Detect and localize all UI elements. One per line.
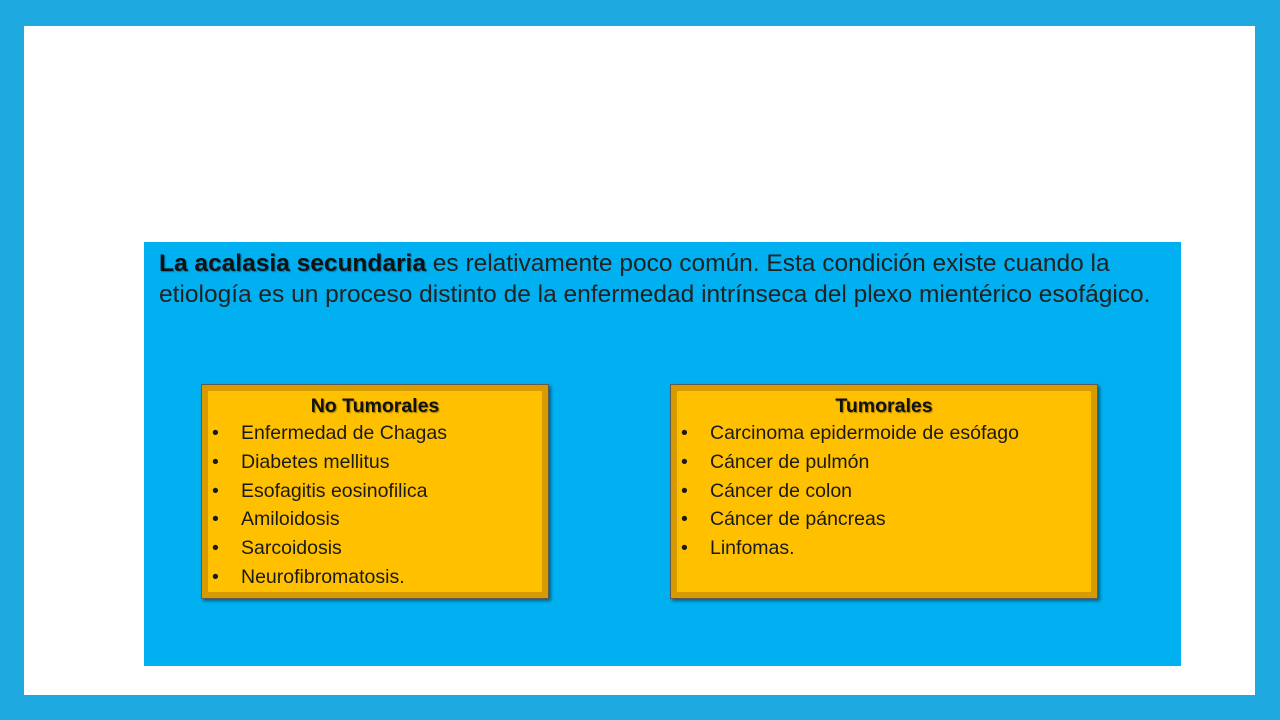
bullet-icon: • bbox=[212, 565, 219, 588]
intro-lead: La acalasia secundaria bbox=[159, 250, 426, 277]
list-item-text: Esofagitis eosinofilica bbox=[241, 479, 428, 502]
bullet-icon: • bbox=[212, 479, 219, 502]
list-item-text: Enfermedad de Chagas bbox=[241, 422, 447, 444]
list-item-text: Cáncer de pulmón bbox=[710, 450, 870, 473]
list-item bbox=[208, 534, 542, 563]
intro-text: es relativamente poco común. Esta condición existe cuando la etiología es un proceso distinto de la enfermedad intrínseca del plexo mientérico esofágico. bbox=[159, 250, 1151, 308]
list-item bbox=[677, 477, 1091, 506]
bullet-icon: • bbox=[681, 537, 688, 560]
tumorales-box-inner bbox=[677, 391, 1091, 592]
list-item bbox=[208, 505, 542, 534]
list-item-text: Linfomas. bbox=[710, 537, 795, 560]
tumorales-box bbox=[670, 384, 1098, 599]
list-item bbox=[677, 448, 1091, 477]
list-item-text: Amiloidosis bbox=[241, 508, 340, 531]
list-item bbox=[677, 534, 1091, 563]
no-tumorales-box bbox=[201, 384, 549, 599]
content-panel bbox=[144, 242, 1181, 666]
list-item-text: Diabetes mellitus bbox=[241, 450, 390, 473]
bullet-icon: • bbox=[212, 450, 219, 473]
list-item bbox=[677, 505, 1091, 534]
list-item-text: Cáncer de colon bbox=[710, 479, 853, 502]
bullet-icon: • bbox=[681, 450, 688, 473]
list-item-text: Carcinoma epidermoide de esófago bbox=[710, 422, 1019, 444]
list-item bbox=[677, 419, 1091, 448]
list-item bbox=[208, 477, 542, 506]
list-item bbox=[208, 419, 542, 448]
list-item bbox=[208, 448, 542, 477]
list-item-text: Neurofibromatosis. bbox=[241, 565, 405, 588]
intro-paragraph bbox=[159, 248, 1171, 310]
bullet-icon: • bbox=[681, 422, 688, 444]
bullet-icon: • bbox=[681, 508, 688, 531]
no-tumorales-box-inner bbox=[208, 391, 542, 592]
tumorales-list bbox=[677, 419, 1091, 563]
no-tumorales-list bbox=[208, 419, 542, 592]
list-item-text: Sarcoidosis bbox=[241, 537, 342, 560]
slide bbox=[24, 26, 1255, 695]
bullet-icon: • bbox=[212, 422, 219, 444]
no-tumorales-title: No Tumorales bbox=[310, 395, 440, 417]
bullet-icon: • bbox=[212, 508, 219, 531]
list-item bbox=[208, 563, 542, 592]
bullet-icon: • bbox=[212, 537, 219, 560]
tumorales-title: Tumorales bbox=[835, 395, 933, 417]
bullet-icon: • bbox=[681, 479, 688, 502]
list-item-text: Cáncer de páncreas bbox=[710, 508, 886, 531]
